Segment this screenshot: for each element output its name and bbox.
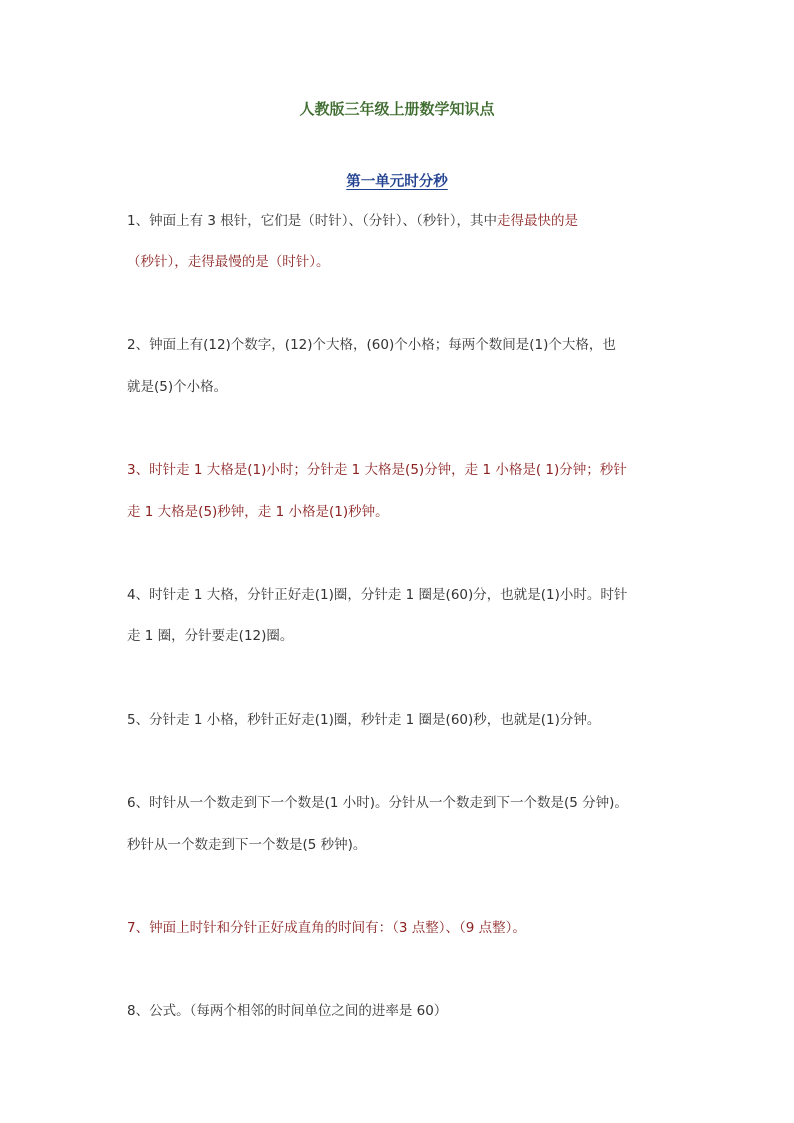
item-4-line-1: 4、时针走 1 大格，分针正好走(1)圈，分针走 1 圈是(60)分，也就是(1)小时。时针 (127, 587, 628, 603)
item-7-line-1: 7、钟面上时针和分针正好成直角的时间有：（3 点整）、（9 点整）。 (127, 920, 526, 936)
item-1-emphasis: 走得最快的是 (497, 213, 579, 229)
item-2-line-2: 就是(5)个小格。 (127, 379, 228, 395)
unit-title (0, 170, 794, 191)
item-3-line-1: 3、时针走 1 大格是(1)小时；分针走 1 大格是(5)分钟，走 1 小格是( 1)分钟；秒针 (127, 462, 627, 478)
item-3-line-2: 走 1 大格是(5)秒钟，走 1 小格是(1)秒钟。 (127, 504, 389, 520)
item-2-line-1: 2、钟面上有(12)个数字，(12)个大格，(60)个小格；每两个数间是(1)个大格，也 (127, 337, 616, 353)
unit-title-text: 第一单元时分秒 (346, 174, 448, 190)
item-1-text: 1、钟面上有 3 根针，它们是（时针）、（分针）、（秒针），其中 (127, 213, 498, 229)
item-5-line-1: 5、分针走 1 小格，秒针正好走(1)圈，秒针走 1 圈是(60)秒，也就是(1)分钟。 (127, 712, 601, 728)
item-6-line-2: 秒针从一个数走到下一个数是(5 秒钟)。 (127, 837, 367, 853)
item-8-line-1: 8、公式。（每两个相邻的时间单位之间的进率是 60） (127, 1003, 448, 1019)
item-1-line-2: （秒针），走得最慢的是（时针）。 (127, 254, 330, 270)
item-6-line-1: 6、时针从一个数走到下一个数是(1 小时)。分针从一个数走到下一个数是(5 分钟)。 (127, 795, 628, 811)
item-4-line-2: 走 1 圈，分针要走(12)圈。 (127, 628, 294, 644)
item-1-line-1 (127, 211, 672, 231)
document-title: 人教版三年级上册数学知识点 (299, 100, 495, 118)
